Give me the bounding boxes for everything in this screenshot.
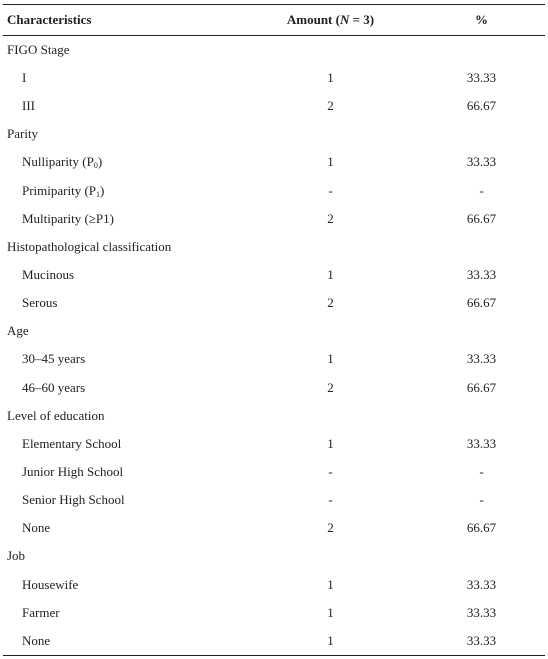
table-row — [3, 514, 545, 542]
row-label: 46–60 years — [22, 379, 86, 395]
section-row-histopathological — [3, 233, 545, 261]
section-title: FIGO Stage — [7, 42, 70, 57]
table-row — [3, 627, 545, 655]
section-row-age — [3, 317, 545, 345]
row-amount: 2 — [327, 210, 334, 226]
row-percent: 66.67 — [466, 210, 497, 226]
section-row-education — [3, 402, 545, 430]
table-header-row — [3, 5, 545, 36]
row-label: Farmer — [22, 604, 60, 620]
section-title: Histopathological classification — [7, 238, 172, 254]
row-label-sub: 0 — [93, 161, 98, 171]
row-percent: 33.33 — [466, 604, 497, 620]
section-title: Parity — [7, 126, 39, 142]
row-amount: 1 — [327, 435, 334, 451]
table-row — [3, 599, 545, 627]
section-title: Age — [7, 323, 29, 339]
header-amount-n: N — [339, 12, 350, 27]
row-label: Multiparity (≥P1) — [22, 210, 114, 226]
row-percent: - — [479, 492, 484, 508]
row-label: III — [22, 98, 35, 114]
row-label: Serous — [22, 295, 58, 311]
row-label: Elementary School — [22, 435, 122, 451]
row-amount: 1 — [327, 604, 334, 620]
row-amount: 1 — [327, 70, 334, 86]
row-percent: 66.67 — [466, 379, 497, 395]
row-label-main: Primiparity (P — [22, 182, 97, 198]
row-label: 30–45 years — [22, 351, 86, 367]
section-row-figo — [3, 36, 545, 64]
table-row — [3, 486, 545, 514]
table-row — [3, 345, 545, 373]
table-row — [3, 205, 545, 233]
row-percent: 33.33 — [466, 267, 497, 283]
row-label: Senior High School — [22, 492, 125, 508]
table-row — [3, 458, 545, 486]
row-amount: - — [328, 182, 333, 198]
header-amount-suffix: = 3) — [349, 12, 375, 27]
row-amount: 2 — [327, 520, 334, 536]
row-percent: 33.33 — [466, 435, 497, 451]
row-label: I — [22, 70, 27, 86]
section-title: Job — [7, 548, 26, 564]
row-amount: 1 — [327, 154, 334, 170]
row-label-main: Nulliparity (P — [22, 154, 94, 170]
section-title: Level of education — [7, 407, 105, 423]
row-amount: 2 — [327, 295, 334, 311]
row-percent: 33.33 — [466, 70, 497, 86]
table-row — [3, 289, 545, 317]
row-label: Junior High School — [22, 463, 124, 479]
row-percent: 66.67 — [466, 520, 497, 536]
row-amount: - — [328, 463, 333, 479]
characteristics-table — [3, 4, 545, 656]
row-label: Housewife — [22, 576, 79, 592]
row-label — [3, 183, 243, 199]
row-percent: 66.67 — [466, 98, 497, 114]
row-percent: - — [479, 463, 484, 479]
row-amount: 2 — [327, 379, 334, 395]
row-label — [3, 154, 243, 170]
section-row-job — [3, 542, 545, 570]
header-percent: % — [475, 12, 488, 27]
table-row — [3, 148, 545, 176]
table-row — [3, 261, 545, 289]
header-amount — [243, 12, 418, 28]
table-row — [3, 64, 545, 92]
table-row — [3, 374, 545, 402]
header-characteristics: Characteristics — [7, 12, 92, 27]
row-label: None — [22, 520, 51, 536]
header-amount-prefix: Amount ( — [286, 12, 340, 27]
section-row-parity — [3, 120, 545, 148]
row-label-end: ) — [100, 182, 105, 198]
table-row — [3, 177, 545, 205]
row-label-sub: 1 — [96, 189, 101, 199]
table-row — [3, 430, 545, 458]
row-amount: - — [328, 492, 333, 508]
row-amount: 2 — [327, 98, 334, 114]
row-percent: 33.33 — [466, 154, 497, 170]
row-percent: 33.33 — [466, 576, 497, 592]
row-amount: 1 — [327, 632, 334, 648]
row-percent: 66.67 — [466, 295, 497, 311]
row-label: None — [22, 632, 51, 648]
table-row — [3, 92, 545, 120]
row-percent: - — [479, 182, 484, 198]
row-amount: 1 — [327, 576, 334, 592]
row-percent: 33.33 — [466, 632, 497, 648]
row-amount: 1 — [327, 351, 334, 367]
row-label-end: ) — [97, 154, 103, 170]
row-label: Mucinous — [22, 267, 74, 283]
row-amount: 1 — [327, 267, 334, 283]
table-row — [3, 570, 545, 598]
row-percent: 33.33 — [466, 351, 497, 367]
